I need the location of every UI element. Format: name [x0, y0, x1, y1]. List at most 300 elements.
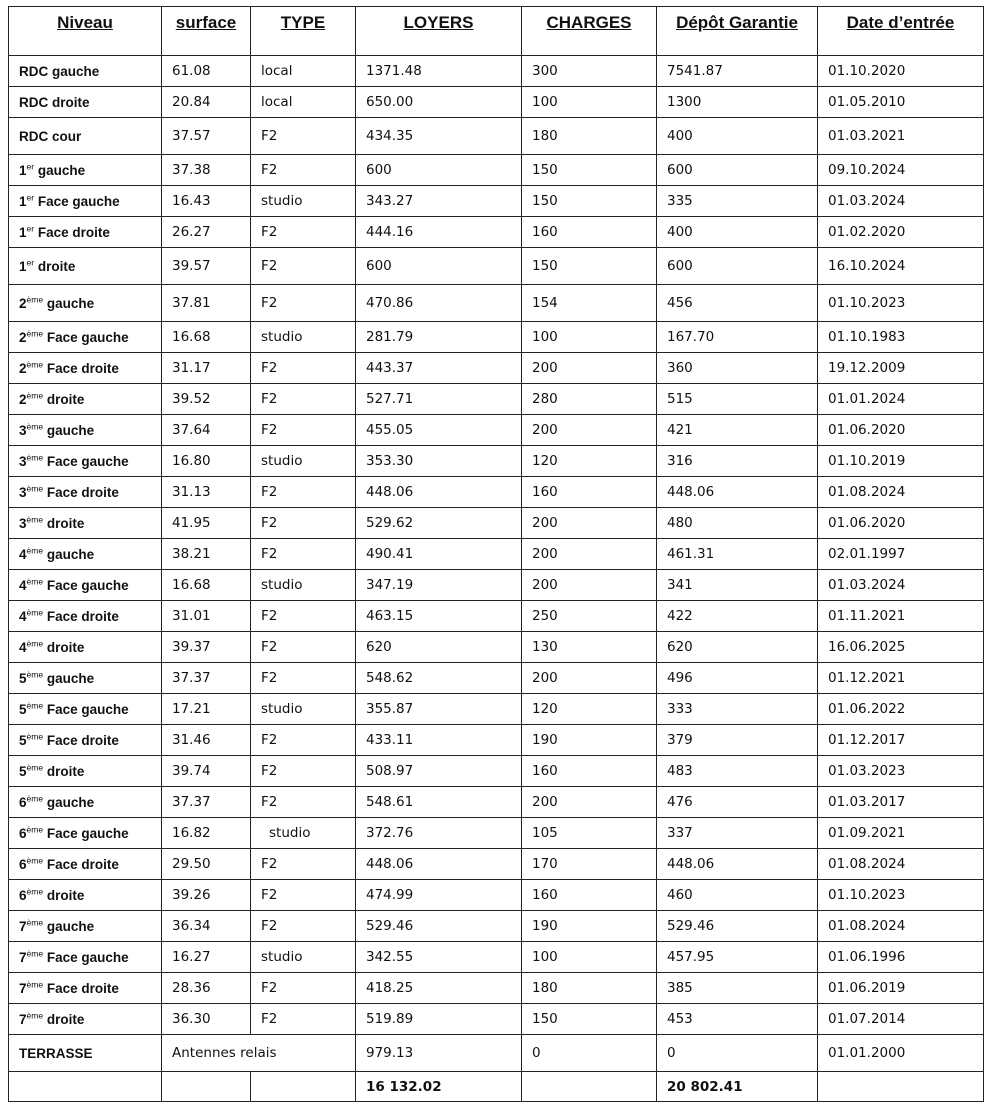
cell-charges: 250 — [522, 601, 657, 632]
niveau-ordinal: ème — [26, 762, 44, 772]
cell-surface: 37.64 — [162, 415, 251, 446]
niveau-level: 1 — [19, 224, 27, 240]
niveau-ordinal: ème — [26, 700, 44, 710]
cell-type: F2 — [251, 756, 356, 787]
header-date-entree: Date d’entrée — [818, 7, 984, 56]
table-row — [9, 155, 984, 186]
table-row — [9, 973, 984, 1004]
niveau-position: Face gauche — [46, 825, 129, 841]
cell-date-entree: 01.09.2021 — [818, 818, 984, 849]
niveau-position: gauche — [46, 918, 95, 934]
cell-surface: 61.08 — [162, 56, 251, 87]
cell-depot-garantie: 600 — [657, 248, 818, 285]
table-row — [9, 446, 984, 477]
cell-charges: 180 — [522, 118, 657, 155]
cell-date-entree: 01.01.2024 — [818, 384, 984, 415]
cell-niveau — [9, 570, 162, 601]
cell-surface: 31.17 — [162, 353, 251, 384]
cell-niveau — [9, 217, 162, 248]
cell-depot-garantie: 448.06 — [657, 849, 818, 880]
cell-depot-garantie: 167.70 — [657, 322, 818, 353]
niveau-level: RDC — [19, 94, 49, 110]
niveau-position: droite — [52, 94, 90, 110]
cell-surface: 26.27 — [162, 217, 251, 248]
total-loyers: 16 132.02 — [356, 1072, 522, 1102]
cell-surface: 16.27 — [162, 942, 251, 973]
cell-loyers: 281.79 — [356, 322, 522, 353]
table-row — [9, 118, 984, 155]
cell-charges: 200 — [522, 353, 657, 384]
cell-surface: 39.52 — [162, 384, 251, 415]
totals-row — [9, 1072, 984, 1102]
niveau-ordinal: ème — [26, 669, 44, 679]
cell-date-entree: 01.03.2024 — [818, 186, 984, 217]
cell-loyers: 548.61 — [356, 787, 522, 818]
niveau-ordinal: ème — [26, 607, 44, 617]
cell-type: F2 — [251, 1004, 356, 1035]
header-charges: CHARGES — [522, 7, 657, 56]
cell-depot-garantie: 600 — [657, 155, 818, 186]
cell-loyers: 600 — [356, 248, 522, 285]
table-row — [9, 285, 984, 322]
niveau-ordinal: ème — [26, 545, 44, 555]
niveau-ordinal: ème — [26, 328, 44, 338]
table-row — [9, 1004, 984, 1035]
cell-charges: 160 — [522, 477, 657, 508]
cell-charges: 100 — [522, 87, 657, 118]
cell-niveau — [9, 477, 162, 508]
cell-date-entree: 16.10.2024 — [818, 248, 984, 285]
niveau-ordinal: ème — [26, 1010, 44, 1020]
cell-loyers: 343.27 — [356, 186, 522, 217]
cell-loyers: 443.37 — [356, 353, 522, 384]
cell-loyers: 600 — [356, 155, 522, 186]
cell-date-entree: 01.06.2019 — [818, 973, 984, 1004]
cell-niveau — [9, 1004, 162, 1035]
cell-type: F2 — [251, 248, 356, 285]
cell-charges: 200 — [522, 508, 657, 539]
cell-date-entree: 01.10.2020 — [818, 56, 984, 87]
cell-depot-garantie: 529.46 — [657, 911, 818, 942]
table-body — [9, 56, 984, 1035]
cell-surface: 39.57 — [162, 248, 251, 285]
terrasse-depot: 0 — [657, 1035, 818, 1072]
niveau-position: gauche — [52, 63, 100, 79]
cell-type: F2 — [251, 118, 356, 155]
cell-depot-garantie: 483 — [657, 756, 818, 787]
cell-date-entree: 01.06.2020 — [818, 508, 984, 539]
niveau-position: droite — [37, 258, 76, 274]
cell-niveau — [9, 663, 162, 694]
cell-date-entree: 01.06.1996 — [818, 942, 984, 973]
cell-date-entree: 01.03.2021 — [818, 118, 984, 155]
cell-depot-garantie: 453 — [657, 1004, 818, 1035]
cell-surface: 29.50 — [162, 849, 251, 880]
cell-charges: 160 — [522, 880, 657, 911]
totals-empty-date — [818, 1072, 984, 1102]
cell-date-entree: 01.05.2010 — [818, 87, 984, 118]
cell-niveau — [9, 186, 162, 217]
cell-charges: 190 — [522, 911, 657, 942]
table-row — [9, 601, 984, 632]
cell-surface: 36.30 — [162, 1004, 251, 1035]
cell-surface: 37.38 — [162, 155, 251, 186]
cell-loyers: 650.00 — [356, 87, 522, 118]
cell-date-entree: 01.08.2024 — [818, 477, 984, 508]
niveau-level: RDC — [19, 128, 49, 144]
cell-loyers: 529.46 — [356, 911, 522, 942]
cell-charges: 150 — [522, 248, 657, 285]
cell-charges: 200 — [522, 663, 657, 694]
niveau-position: Face gauche — [46, 701, 129, 717]
cell-type: F2 — [251, 285, 356, 322]
totals-empty-niveau — [9, 1072, 162, 1102]
cell-type: F2 — [251, 725, 356, 756]
cell-charges: 130 — [522, 632, 657, 663]
cell-type: F2 — [251, 632, 356, 663]
niveau-level: 3 — [19, 422, 27, 438]
niveau-ordinal: ème — [26, 793, 44, 803]
niveau-position: droite — [46, 763, 85, 779]
niveau-ordinal: ème — [26, 979, 44, 989]
cell-date-entree: 16.06.2025 — [818, 632, 984, 663]
cell-niveau — [9, 756, 162, 787]
cell-loyers: 372.76 — [356, 818, 522, 849]
cell-niveau — [9, 601, 162, 632]
table-row — [9, 818, 984, 849]
table-row — [9, 322, 984, 353]
cell-depot-garantie: 400 — [657, 118, 818, 155]
totals-empty-type — [251, 1072, 356, 1102]
cell-type: F2 — [251, 911, 356, 942]
niveau-ordinal: ème — [26, 452, 44, 462]
cell-niveau — [9, 322, 162, 353]
header-depot-garantie: Dépôt Garantie — [657, 7, 818, 56]
cell-charges: 120 — [522, 694, 657, 725]
cell-depot-garantie: 400 — [657, 217, 818, 248]
cell-charges: 300 — [522, 56, 657, 87]
table-row — [9, 384, 984, 415]
cell-type: studio — [251, 570, 356, 601]
cell-type: F2 — [251, 217, 356, 248]
cell-loyers: 527.71 — [356, 384, 522, 415]
header-surface: surface — [162, 7, 251, 56]
niveau-position: cour — [52, 128, 82, 144]
cell-depot-garantie: 337 — [657, 818, 818, 849]
cell-depot-garantie: 620 — [657, 632, 818, 663]
cell-surface: 31.13 — [162, 477, 251, 508]
cell-niveau — [9, 694, 162, 725]
cell-depot-garantie: 335 — [657, 186, 818, 217]
niveau-level: 3 — [19, 484, 27, 500]
cell-loyers: 434.35 — [356, 118, 522, 155]
cell-depot-garantie: 422 — [657, 601, 818, 632]
niveau-position: Face droite — [46, 732, 119, 748]
niveau-ordinal: ème — [26, 576, 44, 586]
cell-loyers: 455.05 — [356, 415, 522, 446]
header-niveau: Niveau — [9, 7, 162, 56]
cell-loyers: 353.30 — [356, 446, 522, 477]
cell-date-entree: 01.08.2024 — [818, 911, 984, 942]
cell-loyers: 342.55 — [356, 942, 522, 973]
terrasse-loyers: 979.13 — [356, 1035, 522, 1072]
cell-surface: 37.57 — [162, 118, 251, 155]
niveau-level: 7 — [19, 980, 27, 996]
cell-charges: 180 — [522, 973, 657, 1004]
cell-date-entree: 01.06.2022 — [818, 694, 984, 725]
niveau-position: droite — [46, 391, 85, 407]
cell-depot-garantie: 456 — [657, 285, 818, 322]
niveau-level: 6 — [19, 856, 27, 872]
cell-depot-garantie: 385 — [657, 973, 818, 1004]
niveau-position: Face droite — [46, 360, 119, 376]
cell-loyers: 474.99 — [356, 880, 522, 911]
niveau-position: Face droite — [46, 856, 119, 872]
niveau-level: 4 — [19, 546, 27, 562]
niveau-level: 4 — [19, 608, 27, 624]
cell-loyers: 548.62 — [356, 663, 522, 694]
cell-charges: 160 — [522, 756, 657, 787]
cell-niveau — [9, 880, 162, 911]
niveau-level: 4 — [19, 577, 27, 593]
cell-loyers: 519.89 — [356, 1004, 522, 1035]
table-row — [9, 186, 984, 217]
cell-niveau — [9, 818, 162, 849]
niveau-level: 6 — [19, 825, 27, 841]
niveau-position: droite — [46, 1011, 85, 1027]
cell-niveau — [9, 353, 162, 384]
cell-niveau — [9, 384, 162, 415]
niveau-level: 2 — [19, 295, 27, 311]
cell-charges: 105 — [522, 818, 657, 849]
cell-surface: 16.68 — [162, 570, 251, 601]
cell-date-entree: 01.02.2020 — [818, 217, 984, 248]
cell-date-entree: 01.12.2017 — [818, 725, 984, 756]
table-row — [9, 756, 984, 787]
table-row — [9, 663, 984, 694]
terrasse-date: 01.01.2000 — [818, 1035, 984, 1072]
lease-table — [8, 6, 984, 1102]
cell-depot-garantie: 379 — [657, 725, 818, 756]
terrasse-description: Antennes relais — [162, 1035, 356, 1072]
cell-type: F2 — [251, 880, 356, 911]
cell-loyers: 444.16 — [356, 217, 522, 248]
cell-loyers: 470.86 — [356, 285, 522, 322]
cell-date-entree: 01.10.1983 — [818, 322, 984, 353]
cell-depot-garantie: 480 — [657, 508, 818, 539]
niveau-level: 2 — [19, 329, 27, 345]
cell-loyers: 355.87 — [356, 694, 522, 725]
cell-charges: 200 — [522, 539, 657, 570]
table-row — [9, 508, 984, 539]
cell-surface: 39.26 — [162, 880, 251, 911]
niveau-level: 7 — [19, 1011, 27, 1027]
table-row — [9, 248, 984, 285]
table-row — [9, 539, 984, 570]
totals-empty-charges — [522, 1072, 657, 1102]
cell-depot-garantie: 341 — [657, 570, 818, 601]
cell-type: studio — [251, 694, 356, 725]
table-row — [9, 217, 984, 248]
cell-surface: 31.01 — [162, 601, 251, 632]
cell-niveau — [9, 849, 162, 880]
cell-niveau — [9, 942, 162, 973]
niveau-position: Face gauche — [37, 193, 120, 209]
niveau-ordinal: ème — [26, 731, 44, 741]
niveau-level: 7 — [19, 949, 27, 965]
niveau-position: Face droite — [37, 224, 110, 240]
cell-charges: 120 — [522, 446, 657, 477]
cell-depot-garantie: 457.95 — [657, 942, 818, 973]
cell-type: F2 — [251, 415, 356, 446]
cell-type: studio — [251, 322, 356, 353]
cell-charges: 150 — [522, 186, 657, 217]
cell-niveau — [9, 415, 162, 446]
niveau-position: Face droite — [46, 608, 119, 624]
niveau-ordinal: ème — [26, 638, 44, 648]
cell-niveau — [9, 973, 162, 1004]
cell-type: F2 — [251, 539, 356, 570]
cell-niveau — [9, 285, 162, 322]
niveau-level: 2 — [19, 360, 27, 376]
cell-niveau — [9, 118, 162, 155]
cell-niveau — [9, 539, 162, 570]
cell-niveau — [9, 446, 162, 477]
cell-surface: 31.46 — [162, 725, 251, 756]
cell-date-entree: 01.03.2024 — [818, 570, 984, 601]
cell-depot-garantie: 333 — [657, 694, 818, 725]
niveau-position: gauche — [46, 794, 95, 810]
cell-niveau — [9, 87, 162, 118]
cell-date-entree: 02.01.1997 — [818, 539, 984, 570]
cell-charges: 160 — [522, 217, 657, 248]
cell-charges: 200 — [522, 787, 657, 818]
cell-depot-garantie: 7541.87 — [657, 56, 818, 87]
header-row — [9, 7, 984, 56]
niveau-ordinal: ème — [26, 294, 44, 304]
niveau-position: Face droite — [46, 980, 119, 996]
niveau-position: Face gauche — [46, 577, 129, 593]
cell-charges: 170 — [522, 849, 657, 880]
niveau-level: 3 — [19, 515, 27, 531]
niveau-position: droite — [46, 887, 85, 903]
cell-surface: 28.36 — [162, 973, 251, 1004]
cell-loyers: 490.41 — [356, 539, 522, 570]
niveau-ordinal: er — [26, 161, 35, 171]
niveau-level: 1 — [19, 193, 27, 209]
cell-charges: 150 — [522, 1004, 657, 1035]
niveau-ordinal: er — [26, 192, 35, 202]
niveau-ordinal: ème — [26, 483, 44, 493]
cell-loyers: 463.15 — [356, 601, 522, 632]
table-row — [9, 725, 984, 756]
cell-type: F2 — [251, 787, 356, 818]
table-row — [9, 694, 984, 725]
cell-niveau — [9, 248, 162, 285]
niveau-ordinal: ème — [26, 390, 44, 400]
terrasse-charges: 0 — [522, 1035, 657, 1072]
niveau-ordinal: ème — [26, 421, 44, 431]
niveau-level: 6 — [19, 794, 27, 810]
table-row — [9, 942, 984, 973]
cell-surface: 39.74 — [162, 756, 251, 787]
niveau-position: gauche — [46, 670, 95, 686]
cell-date-entree: 01.10.2023 — [818, 285, 984, 322]
cell-type: F2 — [251, 601, 356, 632]
cell-type: local — [251, 56, 356, 87]
cell-type: F2 — [251, 973, 356, 1004]
niveau-position: droite — [46, 639, 85, 655]
cell-charges: 200 — [522, 570, 657, 601]
cell-charges: 150 — [522, 155, 657, 186]
niveau-position: gauche — [37, 162, 86, 178]
cell-loyers: 448.06 — [356, 849, 522, 880]
niveau-position: Face gauche — [46, 453, 129, 469]
cell-depot-garantie: 1300 — [657, 87, 818, 118]
cell-loyers: 508.97 — [356, 756, 522, 787]
cell-niveau — [9, 632, 162, 663]
cell-date-entree: 01.03.2017 — [818, 787, 984, 818]
totals-empty-surface — [162, 1072, 251, 1102]
cell-date-entree: 19.12.2009 — [818, 353, 984, 384]
cell-depot-garantie: 476 — [657, 787, 818, 818]
niveau-level: 1 — [19, 258, 27, 274]
table-row — [9, 787, 984, 818]
cell-charges: 190 — [522, 725, 657, 756]
niveau-level: 6 — [19, 887, 27, 903]
cell-niveau — [9, 787, 162, 818]
cell-type: F2 — [251, 849, 356, 880]
cell-charges: 100 — [522, 942, 657, 973]
cell-type: studio — [251, 446, 356, 477]
niveau-level: RDC — [19, 63, 49, 79]
niveau-ordinal: ème — [26, 359, 44, 369]
terrasse-row — [9, 1035, 984, 1072]
cell-date-entree: 01.11.2021 — [818, 601, 984, 632]
table-row — [9, 87, 984, 118]
cell-surface: 16.80 — [162, 446, 251, 477]
niveau-position: gauche — [46, 422, 95, 438]
terrasse-niveau: TERRASSE — [9, 1035, 162, 1072]
cell-date-entree: 01.08.2024 — [818, 849, 984, 880]
cell-date-entree: 01.06.2020 — [818, 415, 984, 446]
table-row — [9, 353, 984, 384]
cell-surface: 37.37 — [162, 663, 251, 694]
niveau-ordinal: er — [26, 257, 35, 267]
cell-type: studio — [251, 818, 356, 849]
cell-charges: 280 — [522, 384, 657, 415]
cell-niveau — [9, 155, 162, 186]
cell-surface: 16.82 — [162, 818, 251, 849]
niveau-level: 7 — [19, 918, 27, 934]
niveau-level: 5 — [19, 701, 27, 717]
niveau-ordinal: ème — [26, 824, 44, 834]
niveau-ordinal: ème — [26, 886, 44, 896]
niveau-position: gauche — [46, 295, 95, 311]
niveau-level: 2 — [19, 391, 27, 407]
niveau-position: droite — [46, 515, 85, 531]
niveau-level: 3 — [19, 453, 27, 469]
table-row — [9, 632, 984, 663]
cell-loyers: 418.25 — [356, 973, 522, 1004]
header-type: TYPE — [251, 7, 356, 56]
niveau-level: 4 — [19, 639, 27, 655]
niveau-ordinal: ème — [26, 948, 44, 958]
table-row — [9, 415, 984, 446]
cell-surface: 36.34 — [162, 911, 251, 942]
cell-charges: 100 — [522, 322, 657, 353]
table-row — [9, 56, 984, 87]
